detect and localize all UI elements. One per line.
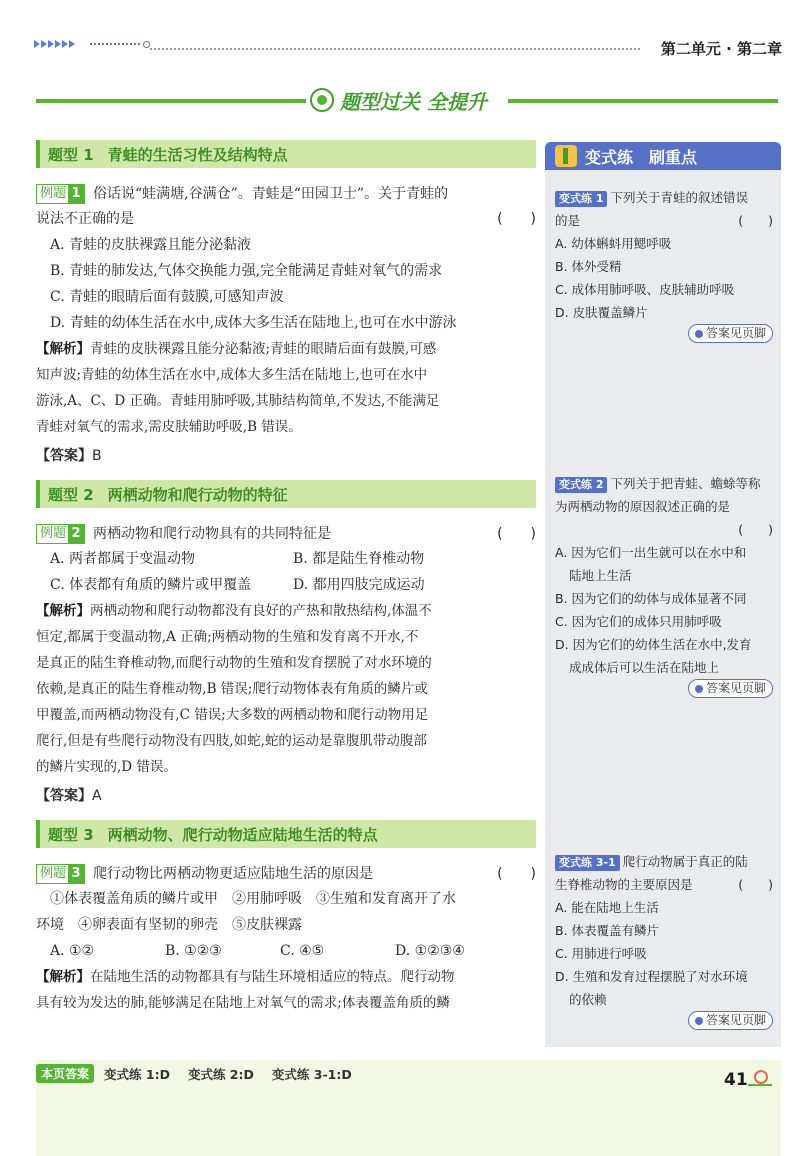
answer-link-1[interactable]: 答案见页脚 bbox=[688, 324, 773, 343]
footer-answers: 本页答案 变式练 1:D 变式练 2:D 变式练 3-1:D bbox=[36, 1064, 370, 1083]
example2-options-row1: A. 两者都属于变温动物 B. 都是陆生脊椎动物 bbox=[50, 551, 425, 567]
pencil-icon bbox=[555, 145, 577, 167]
example1-option-d: D. 青蛙的幼体生活在水中,成体大多生活在陆地上,也可在水中游泳 bbox=[50, 315, 457, 331]
chapter-title: 第二单元 · 第二章 bbox=[660, 40, 782, 58]
section-title: 题型过关 全提升 bbox=[340, 89, 487, 114]
example1-option-b: B. 青蛙的肺发达,气体交换能力强,完全能满足青蛙对氧气的需求 bbox=[50, 263, 443, 279]
example2-options-row2: C. 体表都有角质的鳞片或甲覆盖 D. 都用四肢完成运动 bbox=[50, 577, 425, 593]
example3-analysis: 【解析】在陆地生活的动物都具有与陆生环境相适应的特点。爬行动物 具有较为发达的肺,能够满足在陆地上对氧气的需求;体表覆盖角质的鳞 bbox=[36, 969, 455, 1011]
banner-line-right bbox=[508, 99, 778, 103]
variant-1: 变式练 1 下列关于青蛙的叙述错误 的是 ( ) A. 幼体蝌蚪用鳃呼吸 B. 体外受精 C. 成体用肺呼吸、皮肤辅助呼吸 D. 皮肤覆盖鳞片 答案见页脚 bbox=[555, 186, 773, 343]
section-banner bbox=[310, 84, 506, 116]
target-icon bbox=[310, 88, 334, 112]
type2-tag: 题型 2 bbox=[48, 485, 94, 504]
type2-header bbox=[36, 480, 536, 508]
header-circle bbox=[143, 41, 150, 48]
example2-answer: 【答案】A bbox=[36, 788, 102, 804]
page-decoration-icon bbox=[748, 1072, 772, 1086]
variant-2: 变式练 2 下列关于把青蛙、蟾蜍等称 为两栖动物的原因叙述正确的是 ( ) A. 因为它们一出生就可以在水中和 陆地上生活 B. 因为它们的幼体与成体显著不同 C. 因为它们的成体只用肺呼吸 D. 因为它们的幼体生活在水中,发育 成成体后可以生活在陆地上 答案见页脚 bbox=[555, 472, 773, 698]
sidebar-header bbox=[545, 142, 781, 170]
example3-label: 例题 3 bbox=[36, 864, 85, 884]
footer-answers-label: 本页答案 bbox=[36, 1064, 94, 1083]
type1-title: 青蛙的生活习性及结构特点 bbox=[107, 145, 288, 164]
example2-question: 例题 2 两栖动物和爬行动物具有的共同特征是 ( ) bbox=[36, 522, 536, 546]
sidebar-title: 变式练 刷重点 bbox=[585, 147, 698, 167]
type1-header bbox=[36, 140, 536, 168]
type3-tag: 题型 3 bbox=[48, 825, 94, 844]
answer-link-3[interactable]: 答案见页脚 bbox=[688, 1011, 773, 1030]
banner-line-left bbox=[36, 99, 306, 103]
example3-options: A. ①② B. ①②③ C. ④⑤ D. ①②③④ bbox=[50, 943, 465, 959]
type2-title: 两栖动物和爬行动物的特征 bbox=[107, 485, 288, 504]
example1-question-cont: 说法不正确的是 ( ) bbox=[36, 211, 536, 227]
pin-icon bbox=[695, 685, 703, 693]
pin-icon bbox=[695, 1017, 703, 1025]
example3-question: 例题 3 爬行动物比两栖动物更适应陆地生活的原因是 ( ) bbox=[36, 862, 536, 886]
main-column bbox=[36, 140, 536, 1016]
example2-label: 例题 2 bbox=[36, 524, 85, 544]
answer-link-2[interactable]: 答案见页脚 bbox=[688, 679, 773, 698]
pin-icon bbox=[695, 330, 703, 338]
example3-statements-cont: 环境 ④卵表面有坚韧的卵壳 ⑤皮肤裸露 bbox=[36, 917, 302, 933]
example2-analysis: 【解析】两栖动物和爬行动物都没有良好的产热和散热结构,体温不 恒定,都属于变温动物,A 正确;两栖动物的生殖和发育离不开水,不 是真正的陆生脊椎动物,而爬行动物的生殖和发育摆脱了对水环境的 依赖,是真正的陆生脊椎动物,B 错误;爬行动物体表有角质的鳞片或 甲覆盖,而两栖动物没有,C 错误;大多数的两栖动物和爬行动物用足 爬行,但是有些爬行动物没有四肢,如蛇,蛇的运动是靠腹肌带动腹部 的鳞片实现的,D 错误。 bbox=[36, 603, 432, 775]
example3-statements: ①体表覆盖角质的鳞片或甲 ②用肺呼吸 ③生殖和发育离开了水 bbox=[50, 891, 456, 907]
header-line bbox=[150, 48, 640, 50]
header-arrows bbox=[34, 40, 75, 48]
header-dots bbox=[90, 43, 140, 45]
type3-title: 两栖动物、爬行动物适应陆地生活的特点 bbox=[107, 825, 378, 844]
type3-header bbox=[36, 820, 536, 848]
example1-label: 例题 1 bbox=[36, 184, 85, 204]
page-number: 41 bbox=[724, 1070, 748, 1090]
variant-3: 变式练 3-1 爬行动物属于真正的陆 生脊椎动物的主要原因是 ( ) A. 能在陆地上生活 B. 体表覆盖有鳞片 C. 用肺进行呼吸 D. 生殖和发育过程摆脱了对水环境 的依赖 答案见页脚 bbox=[555, 850, 773, 1030]
example1-question: 例题 1 俗话说“蛙满塘,谷满仓”。青蛙是“田园卫士”。关于青蛙的 bbox=[36, 182, 536, 206]
example1-option-a: A. 青蛙的皮肤裸露且能分泌黏液 bbox=[50, 237, 252, 253]
example1-analysis: 【解析】青蛙的皮肤裸露且能分泌黏液;青蛙的眼睛后面有鼓膜,可感 知声波;青蛙的幼体生活在水中,成体大多生活在陆地上,也可在水中 游泳,A、C、D 正确。青蛙用肺呼吸,其肺结构简单,不发达,不能满足 青蛙对氧气的需求,需皮肤辅助呼吸,B 错误。 bbox=[36, 341, 440, 435]
example1-option-c: C. 青蛙的眼睛后面有鼓膜,可感知声波 bbox=[50, 289, 284, 305]
example1-answer: 【答案】B bbox=[36, 448, 102, 464]
type1-tag: 题型 1 bbox=[48, 145, 94, 164]
practice-sidebar bbox=[545, 142, 781, 1047]
